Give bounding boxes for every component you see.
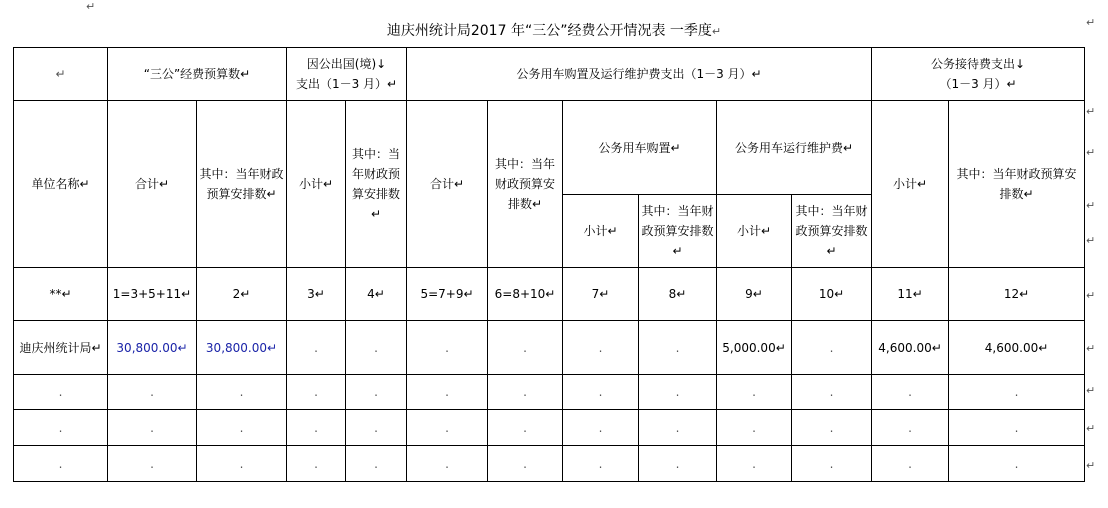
empty-cell: . <box>14 446 108 482</box>
empty-cell: . <box>287 410 346 446</box>
row-end-mark: ↵ <box>1086 146 1096 159</box>
row-end-mark: ↵ <box>1086 234 1096 247</box>
maintenance-subtotal-header: 小计↵ <box>717 195 792 268</box>
row-end-mark: ↵ <box>1086 105 1096 118</box>
empty-cell: . <box>639 410 717 446</box>
empty-cell: . <box>792 410 872 446</box>
vehicle-total-header: 合计↵ <box>407 101 488 268</box>
row-end-mark: ↵ <box>1086 199 1096 212</box>
budget-total-cell: 30,800.00↵ <box>108 321 197 375</box>
sub-header-row-1 <box>14 101 1085 195</box>
three-public-expenses-table <box>13 47 1085 482</box>
table-row <box>14 375 1085 410</box>
reception-fiscal-header: 其中：当年财政预算安排数↵ <box>949 101 1085 268</box>
blank-header-cell: ↵ <box>14 48 108 101</box>
reception-subtotal-cell: 4,600.00↵ <box>872 321 949 375</box>
purchase-fiscal-header: 其中：当年财政预算安排数↵ <box>639 195 717 268</box>
empty-cell: . <box>346 410 407 446</box>
empty-cell: . <box>108 375 197 410</box>
abroad-fiscal-cell: . <box>346 321 407 375</box>
empty-cell: . <box>949 410 1085 446</box>
row-end-mark: ↵ <box>1086 342 1096 355</box>
index-cell: 11↵ <box>872 268 949 321</box>
abroad-fiscal-header: 其中：当年财政预算安排数↵ <box>346 101 407 268</box>
empty-cell: . <box>563 410 639 446</box>
row-end-mark: ↵ <box>1086 16 1096 29</box>
maintenance-fiscal-cell: . <box>792 321 872 375</box>
purchase-fiscal-cell: . <box>639 321 717 375</box>
row-end-mark: ↵ <box>1086 422 1096 435</box>
index-cell: 5=7+9↵ <box>407 268 488 321</box>
empty-cell: . <box>717 375 792 410</box>
vehicle-fiscal-cell: . <box>488 321 563 375</box>
vehicle-group-header: 公务用车购置及运行维护费支出（1－3 月）↵ <box>407 48 872 101</box>
title-text: 迪庆州统计局2017 年“三公”经费公开情况表 一季度 <box>386 23 712 39</box>
empty-cell: . <box>197 410 287 446</box>
empty-cell: . <box>792 375 872 410</box>
abroad-subtotal-header: 小计↵ <box>287 101 346 268</box>
empty-cell: . <box>872 446 949 482</box>
maintenance-group-header: 公务用车运行维护费↵ <box>717 101 872 195</box>
row-end-marks <box>1086 0 1106 508</box>
empty-cell: . <box>407 410 488 446</box>
purchase-subtotal-cell: . <box>563 321 639 375</box>
vehicle-fiscal-header: 其中：当年财政预算安排数↵ <box>488 101 563 268</box>
group-header-row <box>14 48 1085 101</box>
reception-fiscal-cell: 4,600.00↵ <box>949 321 1085 375</box>
index-cell: 1=3+5+11↵ <box>108 268 197 321</box>
reception-header-line1: 公务接待费支出↓ <box>931 57 1026 71</box>
budget-total-header: 合计↵ <box>108 101 197 268</box>
empty-cell: . <box>287 375 346 410</box>
budget-group-header: “三公”经费预算数↵ <box>108 48 287 101</box>
index-cell: **↵ <box>14 268 108 321</box>
paragraph-mark: ↵ <box>86 0 96 13</box>
empty-cell: . <box>346 446 407 482</box>
empty-cell: . <box>949 375 1085 410</box>
abroad-group-header <box>287 48 407 101</box>
empty-cell: . <box>197 446 287 482</box>
empty-cell: . <box>949 446 1085 482</box>
index-cell: 8↵ <box>639 268 717 321</box>
row-end-mark: ↵ <box>1086 384 1096 397</box>
purchase-group-header: 公务用车购置↵ <box>563 101 717 195</box>
budget-fiscal-header: 其中：当年财政预算安排数↵ <box>197 101 287 268</box>
empty-cell: . <box>108 410 197 446</box>
index-cell: 4↵ <box>346 268 407 321</box>
empty-cell: . <box>563 446 639 482</box>
empty-cell: . <box>639 446 717 482</box>
abroad-header-line2: 支出（1－3 月）↵ <box>295 77 398 91</box>
empty-cell: . <box>407 446 488 482</box>
table-row <box>14 446 1085 482</box>
empty-cell: . <box>488 375 563 410</box>
index-cell: 6=8+10↵ <box>488 268 563 321</box>
empty-cell: . <box>14 410 108 446</box>
empty-cell: . <box>639 375 717 410</box>
empty-cell: . <box>717 446 792 482</box>
index-cell: 3↵ <box>287 268 346 321</box>
empty-cell: . <box>717 410 792 446</box>
empty-cell: . <box>872 410 949 446</box>
empty-cell: . <box>488 446 563 482</box>
empty-cell: . <box>563 375 639 410</box>
abroad-subtotal-cell: . <box>287 321 346 375</box>
empty-cell: . <box>346 375 407 410</box>
index-cell: 9↵ <box>717 268 792 321</box>
unit-name-header: 单位名称↵ <box>14 101 108 268</box>
empty-cell: . <box>197 375 287 410</box>
table-row <box>14 321 1085 375</box>
index-row <box>14 268 1085 321</box>
vehicle-total-cell: . <box>407 321 488 375</box>
index-cell: 2↵ <box>197 268 287 321</box>
empty-cell: . <box>14 375 108 410</box>
maintenance-fiscal-header: 其中：当年财政预算安排数↵ <box>792 195 872 268</box>
table-row <box>14 410 1085 446</box>
budget-fiscal-cell: 30,800.00↵ <box>197 321 287 375</box>
abroad-header-line1: 因公出国(境)↓ <box>306 57 387 71</box>
index-cell: 10↵ <box>792 268 872 321</box>
empty-cell: . <box>792 446 872 482</box>
row-end-mark: ↵ <box>1086 459 1096 472</box>
empty-cell: . <box>108 446 197 482</box>
empty-cell: . <box>488 410 563 446</box>
document-title <box>0 22 1108 41</box>
empty-cell: . <box>287 446 346 482</box>
unit-name-cell: 迪庆州统计局↵ <box>14 321 108 375</box>
row-end-mark: ↵ <box>1086 289 1096 302</box>
title-paragraph-mark: ↵ <box>711 25 722 38</box>
purchase-subtotal-header: 小计↵ <box>563 195 639 268</box>
maintenance-subtotal-cell: 5,000.00↵ <box>717 321 792 375</box>
index-cell: 7↵ <box>563 268 639 321</box>
empty-cell: . <box>872 375 949 410</box>
reception-group-header <box>872 48 1085 101</box>
reception-header-line2: （1－3 月）↵ <box>939 77 1017 91</box>
empty-cell: . <box>407 375 488 410</box>
index-cell: 12↵ <box>949 268 1085 321</box>
reception-subtotal-header: 小计↵ <box>872 101 949 268</box>
